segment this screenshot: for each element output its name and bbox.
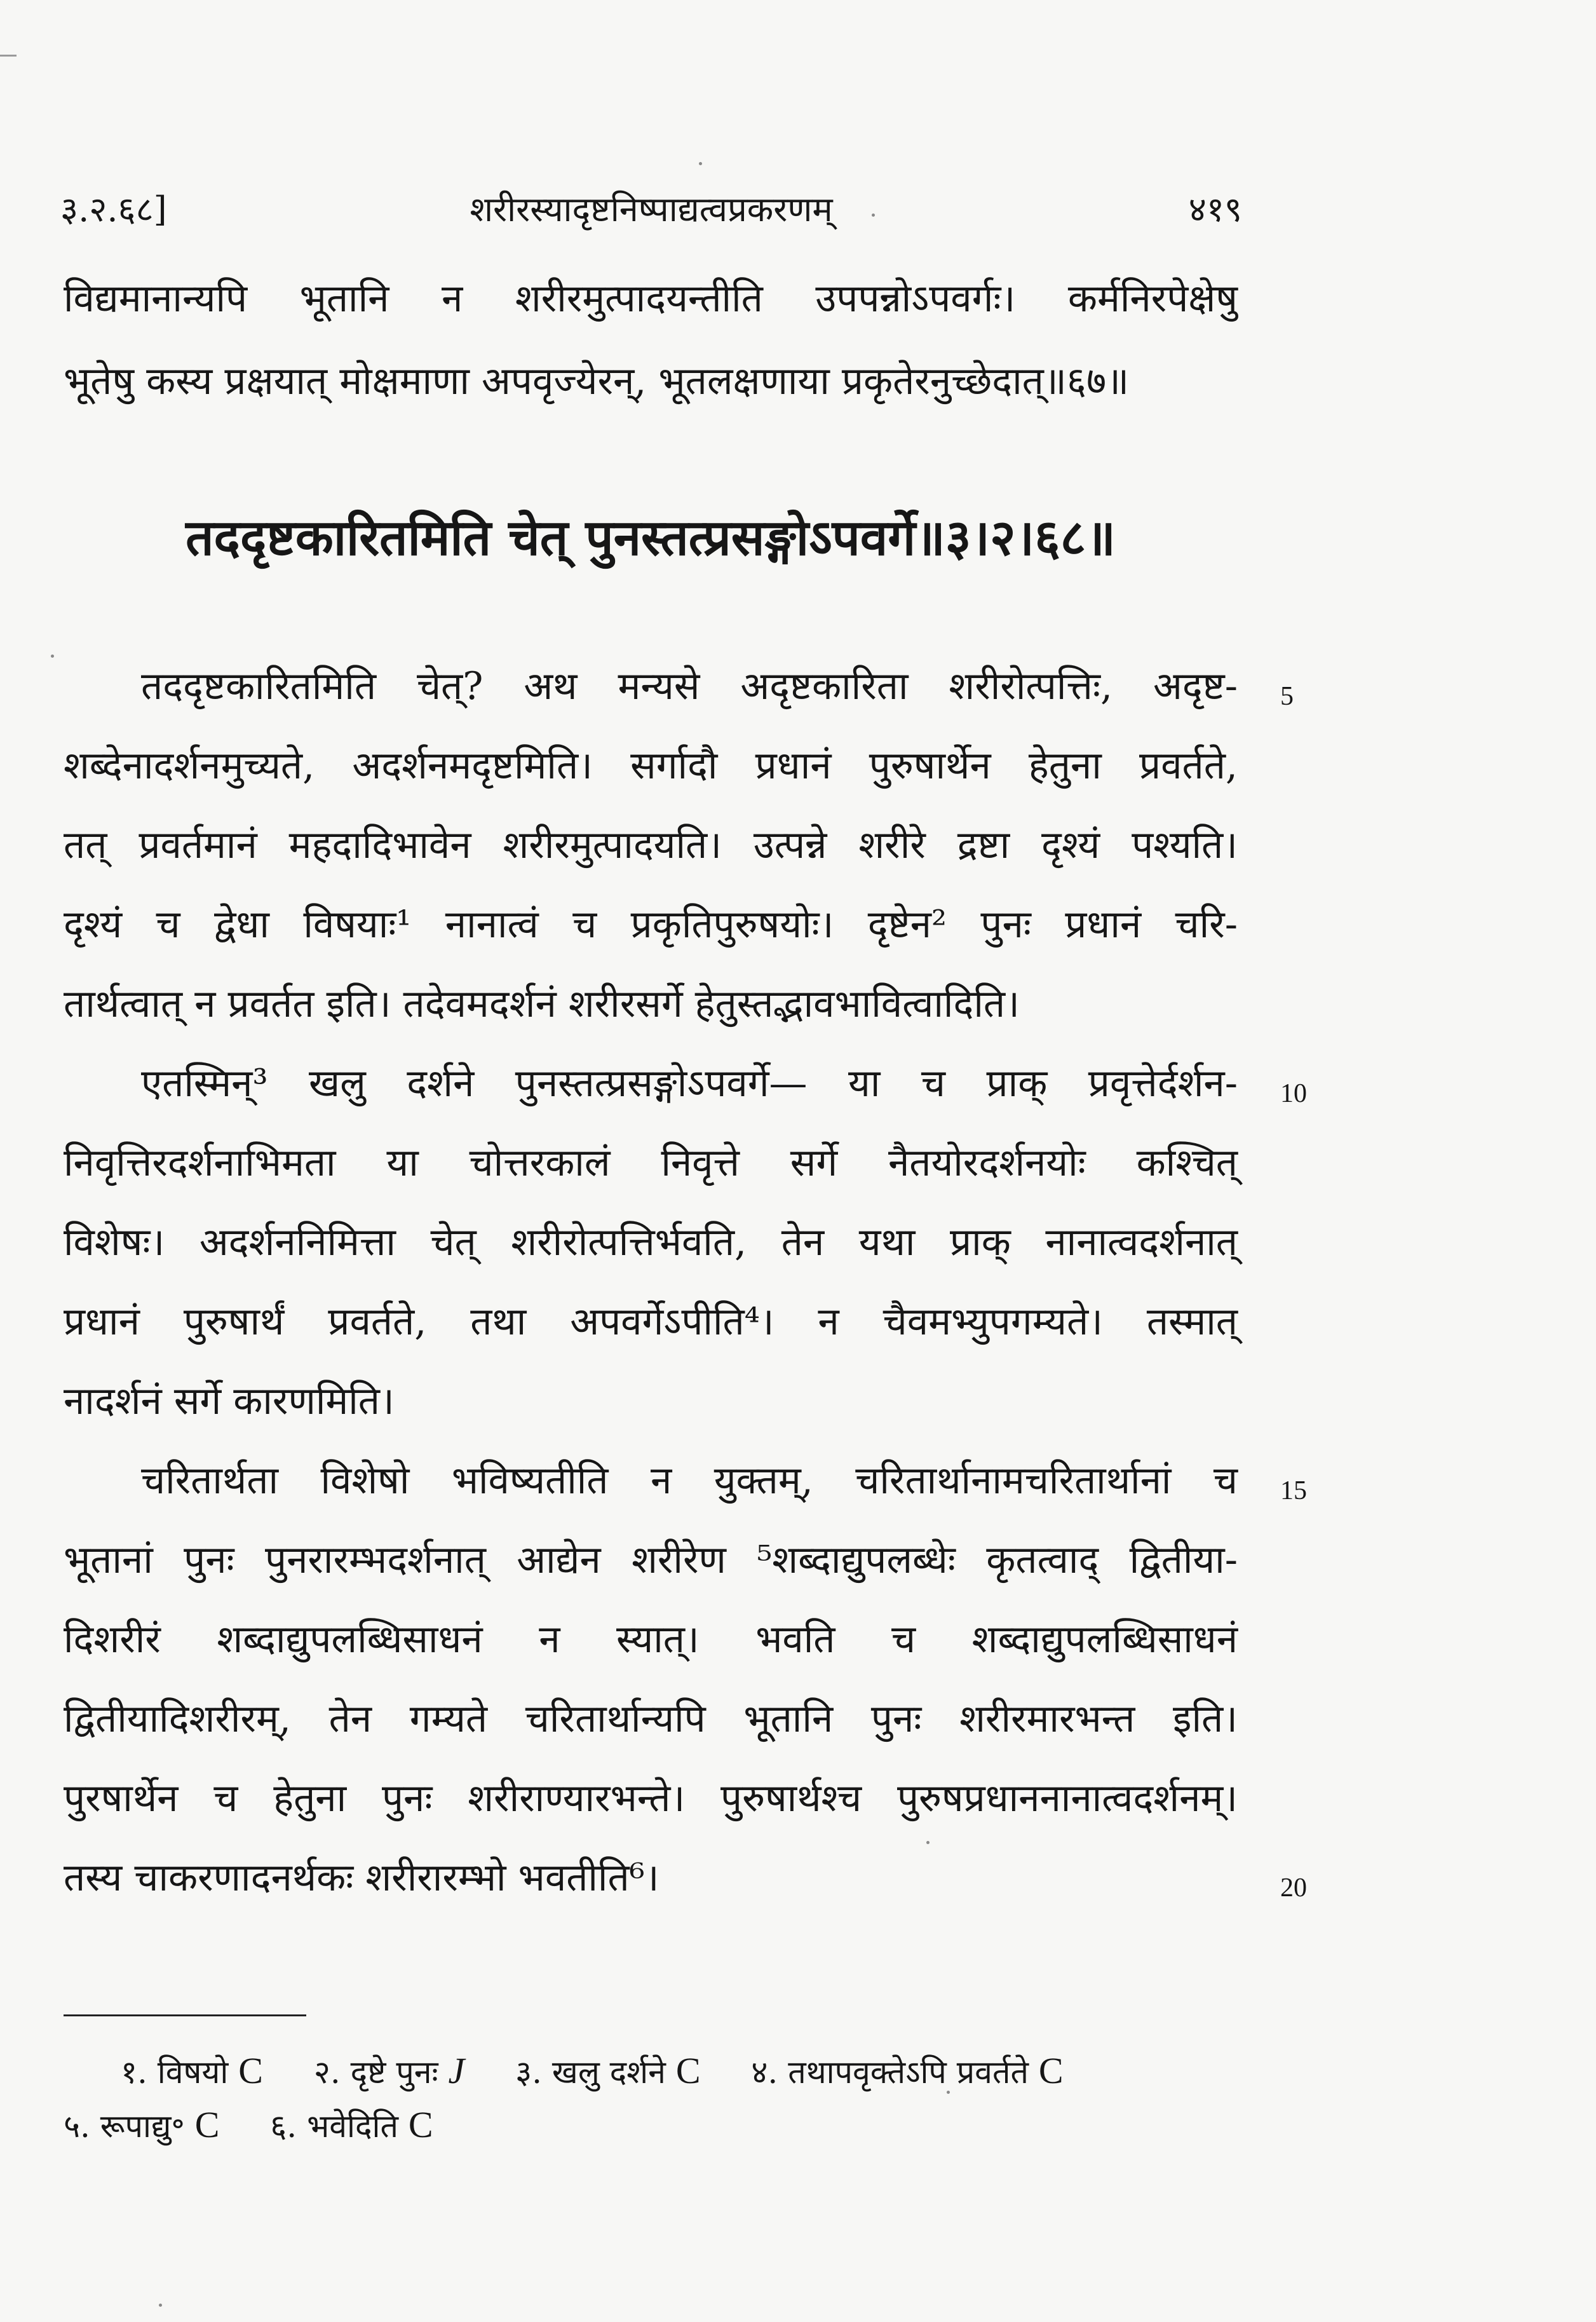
commentary-line-11: चरितार्थता विशेषो भविष्यतीति न युक्तम्, चरितार्थानामचरितार्थानां च: [141, 1458, 1238, 1503]
scan-speck: [699, 162, 702, 165]
line-number-5: 5: [1280, 682, 1294, 711]
commentary-line-4: दृश्यं च द्वेधा विषयाः¹ नानात्वं च प्रकृतिपुरुषयोः। दृष्टेन² पुनः प्रधानं चरि-: [64, 902, 1238, 947]
scan-speck: [872, 214, 875, 217]
footnote-6: ६. भवेदिति C: [270, 2104, 433, 2145]
footnotes-row-2: [64, 2103, 474, 2147]
footnote-3: ३. खलु दर्शने C: [515, 2050, 701, 2091]
commentary-line-5: तार्थत्वात् न प्रवर्तत इति। तदेवमदर्शनं शरीरसर्गे हेतुस्तद्भावभावित्वादिति।: [64, 982, 1020, 1026]
header-section-title: शरीरस्यादृष्टनिष्पाद्यत्वप्रकरणम्: [470, 189, 833, 229]
commentary-line-9: प्रधानं पुरुषार्थं प्रवर्तते, तथा अपवर्गेऽपीति⁴। न चैवमभ्युपगम्यते। तस्मात्: [64, 1300, 1238, 1344]
scan-speck: [159, 2304, 162, 2307]
commentary-line-16: तस्य चाकरणादनर्थकः शरीरारम्भो भवतीति⁶।: [64, 1856, 659, 1900]
footnote-5: ५. रूपाद्यु॰ C: [64, 2104, 220, 2145]
line-number-20: 20: [1280, 1873, 1307, 1903]
running-header: [60, 184, 1242, 241]
commentary-line-6: एतस्मिन्³ खलु दर्शने पुनस्तत्प्रसङ्गोऽपवर्गे— या च प्राक् प्रवृत्तेर्दर्शन-: [141, 1061, 1238, 1106]
commentary-line-14: द्वितीयादिशरीरम्, तेन गम्यते चरितार्थान्यपि भूतानि पुनः शरीरमारभन्त इति।: [64, 1697, 1238, 1741]
commentary-line-10: नादर्शनं सर्गे कारणमिति।: [64, 1379, 395, 1423]
commentary-line-8: विशेषः। अदर्शननिमित्ता चेत् शरीरोत्पत्तिर्भवति, तेन यथा प्राक् नानात्वदर्शनात्: [64, 1220, 1238, 1265]
commentary-line-3: तत् प्रवर्तमानं महदादिभावेन शरीरमुत्पादयति। उत्पन्ने शरीरे द्रष्टा दृश्यं पश्यति।: [64, 823, 1238, 867]
footnote-4: ४. तथापवृक्तेऽपि प्रवर्तते C: [751, 2050, 1064, 2091]
scan-speck: [926, 1841, 930, 1844]
page-number: ४१९: [1188, 189, 1242, 229]
commentary-line-12: भूतानां पुनः पुनरारम्भदर्शनात् आद्येन शरीरेण ⁵शब्दाद्युपलब्धेः कृतत्वाद् द्वितीया-: [64, 1538, 1238, 1582]
footnote-1: १. विषयो C: [121, 2050, 263, 2091]
intro-line-2: भूतेषु कस्य प्रक्षयात् मोक्षमाणा अपवृज्येरन्, भूतलक्षणाया प्रकृतेरनुच्छेदात्॥६७॥: [64, 359, 1130, 404]
scan-speck: [51, 655, 54, 658]
footnote-rule: [64, 2014, 306, 2016]
line-number-15: 15: [1280, 1476, 1307, 1505]
footnote-2: २. दृष्टे पुनः J: [313, 2050, 465, 2091]
line-number-10: 10: [1280, 1079, 1307, 1108]
scan-speck: [947, 2091, 950, 2094]
footnotes-row-1: [121, 2049, 1104, 2093]
sutra-heading: तददृष्टकारितमिति चेत् पुनस्तत्प्रसङ्गोऽपवर्गे॥३।२।६८॥: [186, 509, 1116, 567]
commentary-line-13: दिशरीरं शब्दाद्युपलब्धिसाधनं न स्यात्। भवति च शब्दाद्युपलब्धिसाधनं: [64, 1617, 1238, 1662]
commentary-line-15: पुरषार्थेन च हेतुना पुनः शरीराण्यारभन्ते। पुरुषार्थश्च पुरुषप्रधाननानात्वदर्शनम्।: [64, 1776, 1238, 1821]
commentary-line-1: तददृष्टकारितमिति चेत्? अथ मन्यसे अदृष्टकारिता शरीरोत्पत्तिः, अदृष्ट-: [141, 664, 1238, 709]
commentary-line-7: निवृत्तिरदर्शनाभिमता या चोत्तरकालं निवृत्ते सर्गे नैतयोरदर्शनयोः कश्चित्: [64, 1141, 1238, 1185]
commentary-line-2: शब्देनादर्शनमुच्यते, अदर्शनमदृष्टमिति। सर्गादौ प्रधानं पुरुषार्थेन हेतुना प्रवर्तते,: [64, 743, 1238, 788]
header-sutra-reference: ३.२.६८]: [60, 189, 167, 229]
scan-edge-mark: [0, 55, 17, 57]
intro-line-1: विद्यमानान्यपि भूतानि न शरीरमुत्पादयन्तीति उपपन्नोऽपवर्गः। कर्मनिरपेक्षेषु: [64, 276, 1238, 321]
